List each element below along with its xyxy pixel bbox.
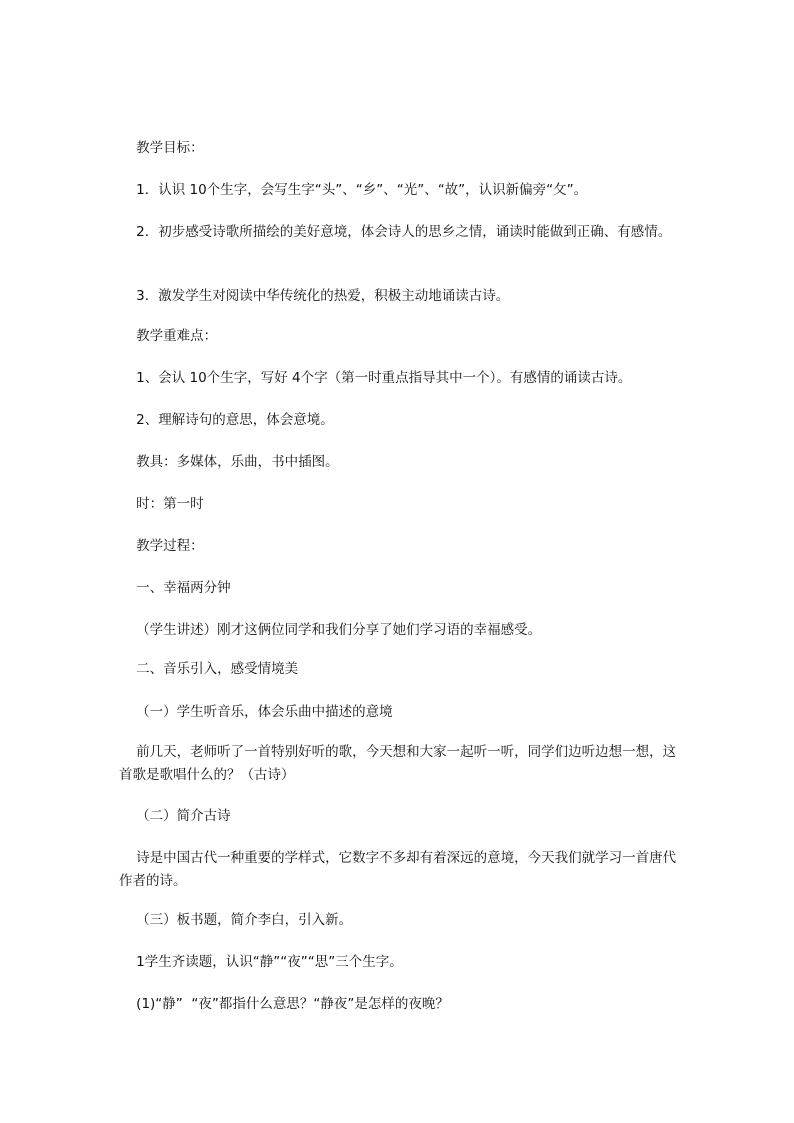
goal-item-3: 3．激发学生对阅读中华传统化的热爱，积极主动地诵读古诗。: [119, 288, 510, 304]
process-paragraph: （学生讲述）刚才这俩位同学和我们分享了她们学习语的幸福感受。: [119, 622, 542, 638]
process-question: (1)“静” “夜”都指什么意思？“静夜”是怎样的夜晚？: [119, 996, 449, 1012]
process-subsection-2: （二）简介古诗: [119, 808, 231, 824]
process-subsection-1: （一）学生听音乐，体会乐曲中描述的意境: [119, 704, 393, 720]
process-section-2: 二、音乐引入，感受情境美: [119, 661, 299, 677]
process-paragraph: 诗是中国古代一种重要的学样式，它数字不多却有着深远的意境，今天我们就学习一首唐代作者的诗。: [119, 850, 677, 889]
key-point-2: 2、理解诗句的意思，体会意境。: [119, 412, 334, 428]
heading-teaching-goals: 教学目标：: [119, 140, 204, 156]
heading-key-points: 教学重难点：: [119, 328, 218, 344]
teaching-aids: 教具：多媒体，乐曲，书中插图。: [119, 454, 339, 470]
goal-item-2: 2．初步感受诗歌所描绘的美好意境，体会诗人的思乡之情，诵读时能做到正确、有感情。: [119, 224, 672, 240]
process-section-1: 一、幸福两分钟: [119, 580, 231, 596]
goal-item-1: 1．认识 10个生字，会写生字“头”、“乡”、“光”、“故”，认识新偏旁“攵”。: [119, 182, 588, 198]
process-paragraph: 前几天，老师听了一首特别好听的歌，今天想和大家一起听一听，同学们边听边想一想，这首歌是歌唱什么的？（古诗）: [119, 744, 677, 783]
heading-teaching-process: 教学过程：: [119, 538, 204, 554]
process-subsection-3: （三）板书题，简介李白，引入新。: [119, 912, 353, 928]
lesson-period: 时：第一时: [119, 496, 204, 512]
key-point-1: 1、会认 10个生字，写好 4个字（第一时重点指导其中一个）。有感情的诵读古诗。: [119, 370, 632, 386]
process-paragraph: 1学生齐读题，认识“静”“夜”“思”三个生字。: [119, 954, 403, 970]
